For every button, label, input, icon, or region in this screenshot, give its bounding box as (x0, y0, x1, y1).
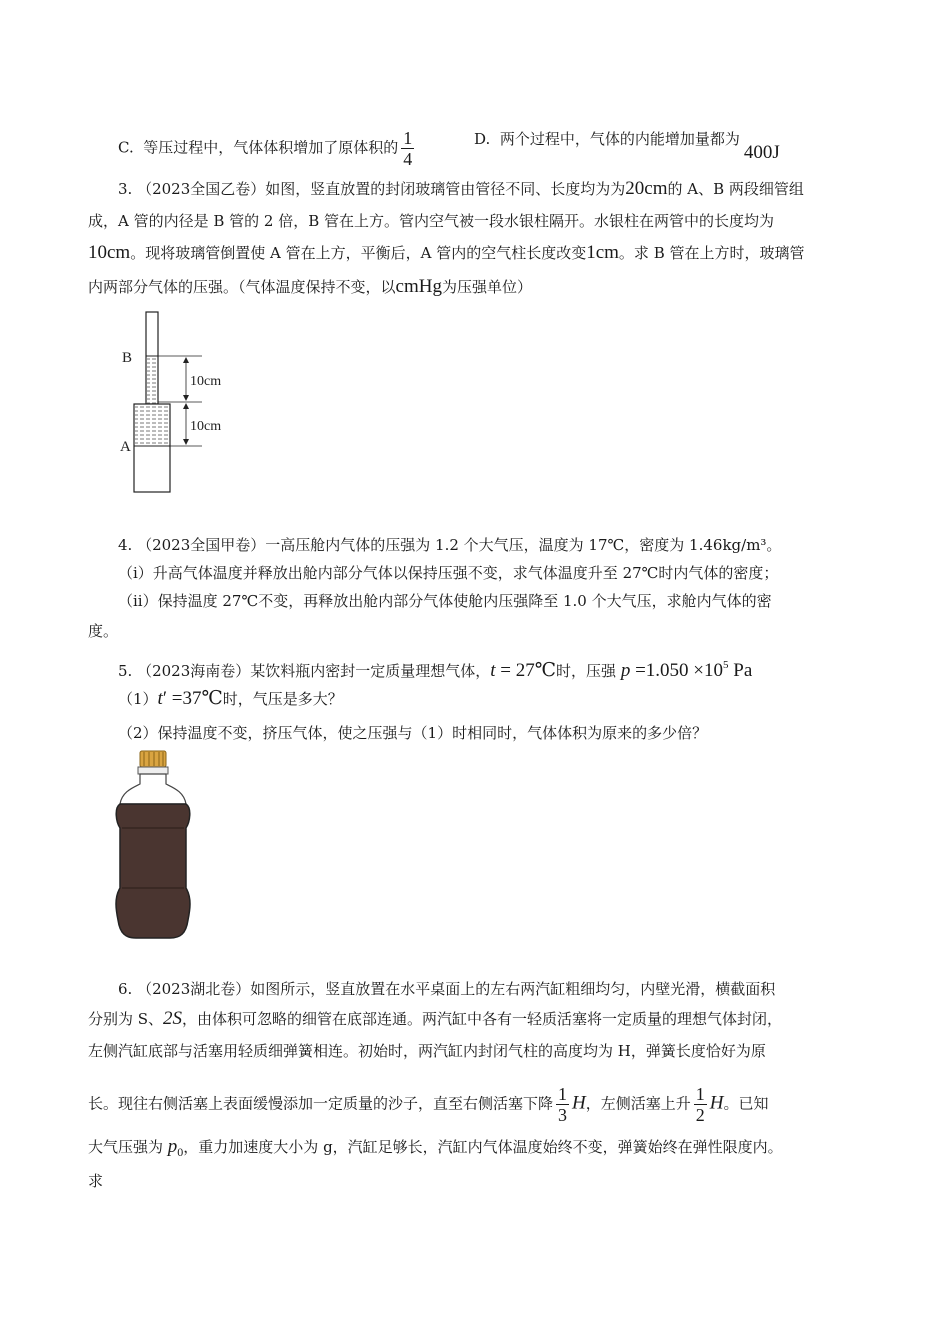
mercury-column-a (135, 404, 169, 446)
q3-line-4: 内两部分气体的压强。（气体温度保持不变，以cmHg为压强单位） (88, 276, 532, 297)
dimension-label-lower: 10cm (190, 419, 222, 434)
fraction-one-third: $\frac{1}{3}$ (558, 1084, 568, 1125)
option-c: C. 等压过程中，气体体积增加了原体积的 $\frac{1}{4}$ (118, 128, 413, 169)
label-b: B (122, 350, 133, 366)
q3-line-2: 成，A 管的内径是 B 管的 2 倍，B 管在上方。管内空气被一段水银柱隔开。水银柱在两管中的长度均为 (88, 212, 775, 230)
q5-line-1: 5. （2023海南卷）某饮料瓶内密封一定质量理想气体，t = 27℃时，压强 $p =1.050 \times 10^5$ Pa (118, 659, 753, 681)
q6-line-1: 6. （2023湖北卷）如图所示，竖直放置在水平桌面上的左右两汽缸粗细均匀，内壁光滑，横截面积 (118, 980, 776, 998)
mercury-column-b (147, 356, 157, 404)
q4-line-4: 度。 (88, 622, 119, 640)
fraction-one-quarter: $\frac{1}{4}$ (403, 128, 413, 169)
glass-tube-figure (110, 305, 260, 500)
q4-line-1: 4. （2023全国甲卷）一高压舱内气体的压强为 1.2 个大气压，温度为 17℃，密度为 1.46kg/m³。 (118, 536, 782, 554)
fraction-one-half: $\frac{1}{2}$ (695, 1084, 705, 1125)
q6-line-3: 左侧汽缸底部与活塞用轻质细弹簧相连。初始时，两汽缸内封闭气柱的高度均为 H，弹簧长度恰好为原 (88, 1042, 766, 1060)
option-d: D. 两个过程中，气体的内能增加量都为400J (474, 130, 780, 163)
q5-line-3: （2）保持温度不变，挤压气体，使之压强与（1）时相同时，气体体积为原来的多少倍？ (118, 724, 708, 742)
dimension-label-upper: 10cm (190, 374, 222, 389)
q6-line-2: 分别为 S、2S，由体积可忽略的细管在底部连通。两汽缸中各有一轻质活塞将一定质量的理想气体封闭， (88, 1008, 783, 1029)
q3-line-3: 10cm。现将玻璃管倒置使 A 管在上方，平衡后，A 管内的空气柱长度改变1cm。求 B 管在上方时，玻璃管 (88, 242, 805, 263)
q6-line-4: 长。现往右侧活塞上表面缓慢添加一定质量的沙子，直至右侧活塞下降 $\frac{1}{3}$ H，左侧活塞上升 $\frac{1}{2}$ H。已知 (88, 1084, 769, 1125)
q6-line-5: 大气压强为 $p_0$，重力加速度大小为 g，汽缸足够长，汽缸内气体温度始终不变，弹簧始终在弹性限度内。 (88, 1136, 783, 1159)
q5-line-2: （1）t′ =37℃时，气压是多大？ (118, 688, 343, 709)
q4-line-3: （ii）保持温度 27℃不变，再释放出舱内部分气体使舱内压强降至 1.0 个大气压，求舱内气体的密 (118, 592, 772, 610)
bottle-body-icon (116, 804, 190, 938)
q6-line-6: 求 (88, 1172, 104, 1190)
bottle-figure (110, 748, 200, 943)
q4-line-2: （i）升高气体温度并释放出舱内部分气体以保持压强不变，求气体温度升至 27℃时内气体的密度； (118, 564, 779, 582)
label-a: A (120, 439, 131, 455)
q3-line-1: 3. （2023全国乙卷）如图，竖直放置的封闭玻璃管由管径不同、长度均为为20cm的 A、B 两段细管组 (118, 178, 804, 199)
